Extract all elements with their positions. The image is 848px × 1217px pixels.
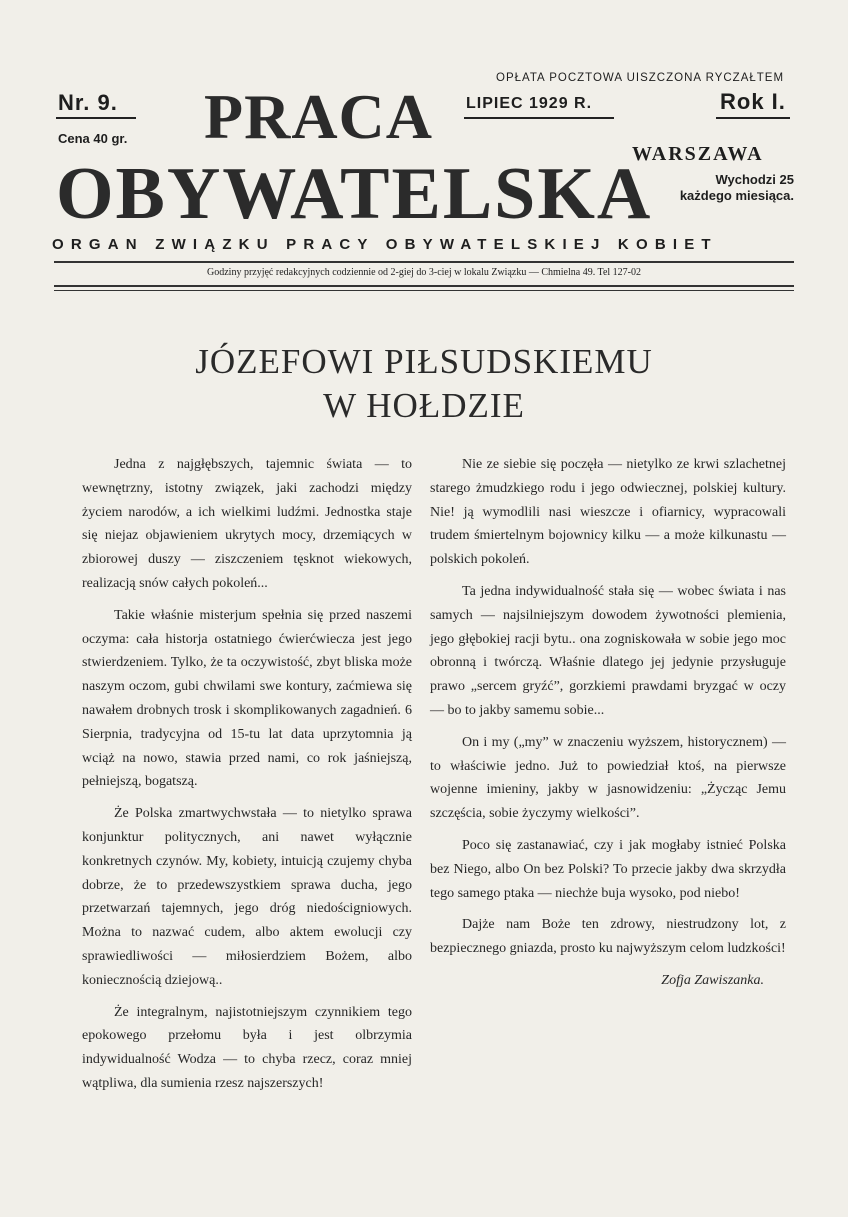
- masthead-rule-top: [54, 261, 794, 263]
- organ-subtitle: ORGAN ZWIĄZKU PRACY OBYWATELSKIEJ KOBIET: [52, 236, 718, 253]
- issue-number: Nr. 9.: [58, 90, 118, 115]
- article-column-right: [430, 453, 786, 1001]
- masthead-rule-bottom-thin: [54, 290, 794, 291]
- frequency-line-1: Wychodzi 25: [715, 172, 794, 187]
- volume-year: Rok I.: [720, 89, 786, 114]
- publication-frequency: [626, 172, 794, 204]
- masthead-title-line1: PRACA: [204, 81, 433, 152]
- article-paragraph: Nie ze siebie się poczęła — nietylko ze krwi szlachetnej starego żmudzkiego rodu i jego odwiecznej, polskiej kultury. Nie! ją wymodlili nasi wieszcze i ofiarnicy, wypracowali trudem śmiertelnym bojownicy kilku — a może kilkunastu — polskich pokoleń.: [430, 457, 786, 568]
- issue-number-underline: [56, 117, 136, 119]
- author-signature: Zofja Zawiszanka.: [661, 972, 764, 988]
- article-paragraph: Jedna z najgłębszych, tajemnic świata — to wewnętrzny, istotny związek, jaki zachodzi między życiem narodów, a ich wielkimi ludźmi. Jednostka staje się niejaz objawieniem ukrytych mocy, drzemiących w zbiorowej duszy — ziszczeniem tęsknot wiekowych, realizacją snów całych pokoleń...: [82, 457, 412, 591]
- issue-date-underline: [464, 117, 614, 119]
- headline-line-2: W HOŁDZIE: [323, 386, 525, 425]
- issue-date: LIPIEC 1929 R.: [466, 95, 593, 112]
- article-paragraph: Dajże nam Boże ten zdrowy, niestrudzony lot, z bezpiecznego gniazda, prosto ku najwyższym celom ludzkości!: [430, 917, 786, 957]
- masthead-title-line2: OBYWATELSKA: [56, 153, 653, 235]
- issue-price: Cena 40 gr.: [58, 131, 128, 146]
- headline-line-1: JÓZEFOWI PIŁSUDSKIEMU: [195, 342, 653, 381]
- frequency-line-2: każdego miesiąca.: [679, 188, 794, 203]
- article-column-left: [82, 453, 412, 1104]
- postal-note: OPŁATA POCZTOWA UISZCZONA RYCZAŁTEM: [496, 72, 785, 84]
- city-name: WARSZAWA: [632, 143, 764, 165]
- masthead-rule-bottom: [54, 285, 794, 287]
- article-paragraph: Poco się zastanawiać, czy i jak mogłaby istnieć Polska bez Niego, albo On bez Polski? To przecie jakby dwa skrzydła tego samego ptaka — niechże buja wysoko, pod niebo!: [430, 837, 786, 901]
- article-paragraph: On i my („my” w znaczeniu wyższem, historycznem) — to właściwie jedno. Już to powiedział ktoś, na pierwsze wojenne imieniny, jakby w jasnowidzeniu: „Życząc Jemu szczęścia, sobie życzymy wielkości”.: [430, 734, 786, 822]
- article-paragraph: Że Polska zmartwychwstała — to nietylko sprawa konjunktur politycznych, ani nawet wyłącznie konkretnych czynów. My, kobiety, intuicją czujemy chyba dobrze, że to przedewszystkiem sprawa ducha, jego przetwarzań tajemnych, jego dróg niedościgniowych. Można to nazwać cudem, albo aktem ewolucji czy sprawiedliwości — miłosierdziem Bożem, albo koniecznością dziejową..: [82, 806, 412, 988]
- article-paragraph: Takie właśnie misterjum spełnia się przed naszemi oczyma: cała historja ostatniego ćwierćwiecza jest jego stwierdzeniem. Tylko, że ta oczywistość, zbyt bliska może naszym oczom, gubi chwilami swe kontury, zaćmiewa się nawałem drobnych trosk i skomplikowanych zagadnień. 6 Sierpnia, tradycyjna od 15-tu lat data uprzytomnia ją wciąż na nowo, stawia przed nami, co rok jaśniejszą, pełniejszą, bogatszą.: [82, 607, 412, 790]
- volume-year-underline: [716, 117, 790, 119]
- article-paragraph: Ta jedna indywidualność stała się — wobec świata i nas samych — najsilniejszym dowodem żywotności plemienia, jego głębokiej racji bytu.. ona zogniskowała w sobie jego moc obronną i twórczą. Właśnie dlatego jej jedynie przysługuje prawo „sercem gryźć”, gorzkiemi prawdami bryzgać w oczy — bo to jakby samemu sobie...: [430, 583, 786, 718]
- article-paragraph: Że integralnym, najistotniejszym czynnikiem tego epokowego przełomu była i jest olbrzymia indywidualność Wodza — to chyba rzecz, coraz mniej wątpliwa, dla sumienia rzesz najszerszych!: [82, 1004, 412, 1091]
- office-hours: Godziny przyjęć redakcyjnych codziennie od 2-giej do 3-ciej w lokalu Związku — Chmielna 49. Tel 127-02: [207, 267, 641, 278]
- article-headline: [60, 340, 788, 428]
